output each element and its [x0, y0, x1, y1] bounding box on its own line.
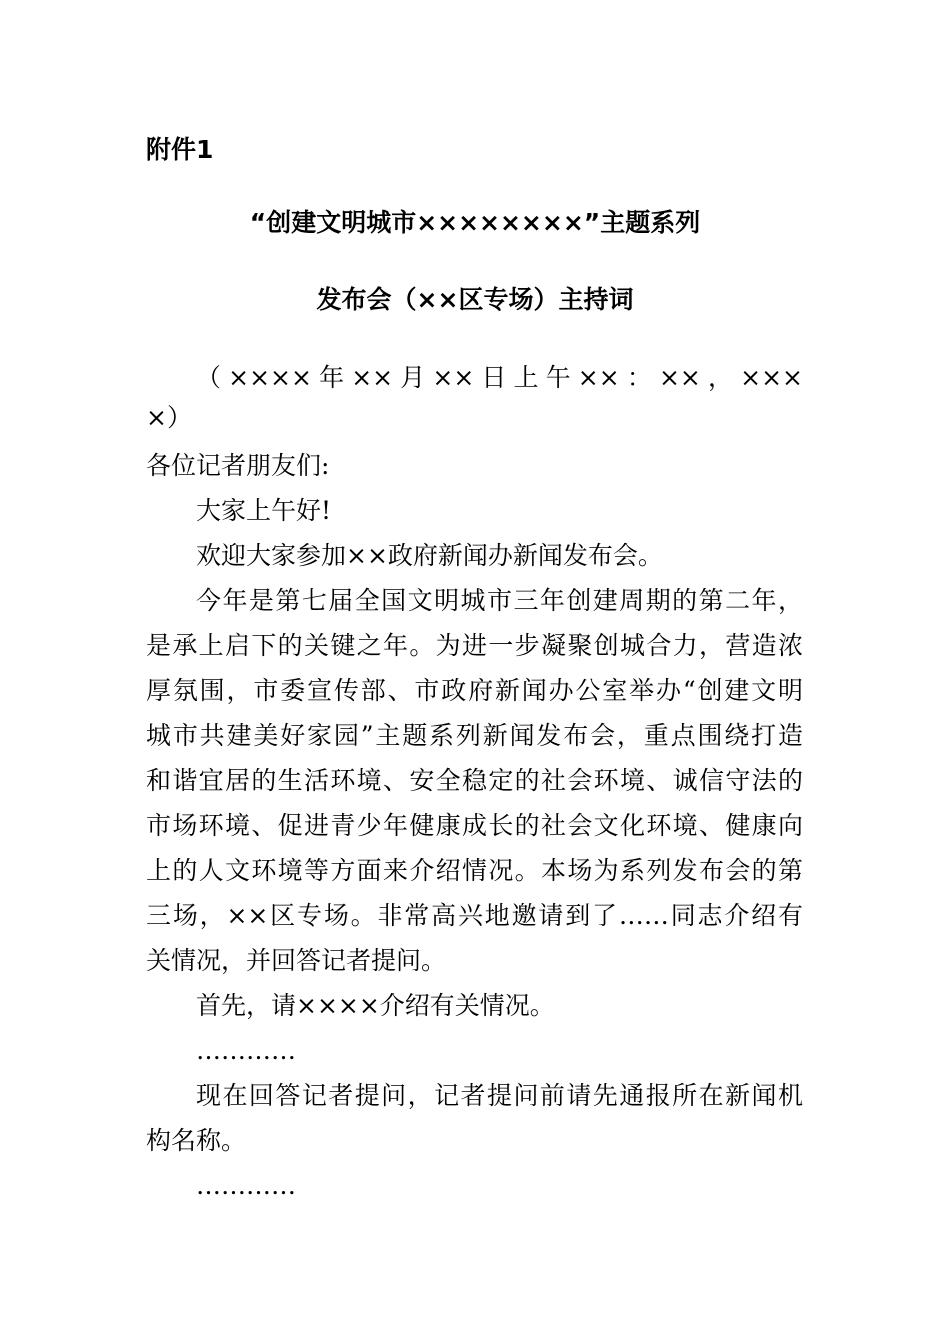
ellipsis: …………: [196, 1171, 296, 1200]
body-line: 上的人文环境等方面来介绍情况。本场为系列发布会的第: [146, 856, 803, 885]
body-line: 市场环境、促进青少年健康成长的社会文化环境、健康向: [146, 811, 803, 840]
welcome: 欢迎大家参加××政府新闻办新闻发布会。: [196, 541, 663, 570]
body-line: 今年是第七届全国文明城市三年创建周期的第二年，: [196, 586, 803, 615]
time-note-line-2: ×）: [146, 403, 192, 432]
body-line: 关情况，并回答记者提问。: [146, 946, 447, 975]
qa-intro-line: 构名称。: [146, 1126, 247, 1155]
body-line: 城市共建美好家园”主题系列新闻发布会，重点围绕打造: [146, 721, 803, 750]
greeting: 大家上午好!: [196, 496, 332, 525]
body-line: 和谐宜居的生活环境、安全稳定的社会环境、诚信守法的: [146, 766, 803, 795]
first-speaker: 首先，请××××介绍有关情况。: [196, 991, 555, 1020]
title-line-1: “创建文明城市××××××××”主题系列: [249, 208, 701, 237]
title-line-2: 发布会（××区专场）主持词: [316, 285, 634, 314]
salutation: 各位记者朋友们:: [146, 451, 330, 480]
time-note-line-1: （××××年××月××日上午××：××，×××: [196, 363, 803, 392]
attachment-label: 附件1: [146, 135, 214, 164]
body-line: 是承上启下的关键之年。为进一步凝聚创城合力，营造浓: [146, 631, 803, 660]
body-line: 三场，××区专场。非常高兴地邀请到了……同志介绍有: [146, 901, 803, 930]
body-line: 厚氛围，市委宣传部、市政府新闻办公室举办“创建文明: [146, 676, 803, 705]
ellipsis: …………: [196, 1036, 296, 1065]
qa-intro-line: 现在回答记者提问，记者提问前请先通报所在新闻机: [196, 1081, 803, 1110]
